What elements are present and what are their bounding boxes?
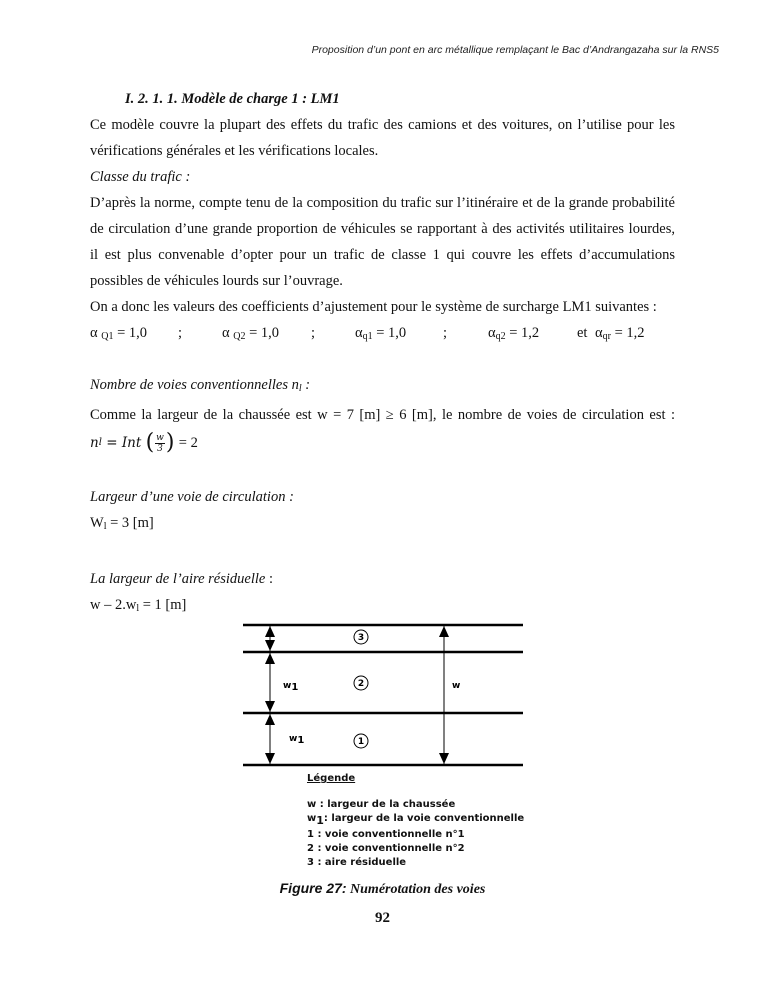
lanes-label: Nombre de voies conventionnelles $n_l$ : — [90, 377, 311, 394]
traffic-line-5: On a donc les valeurs des coefficients d’ajustement pour le système de surcharge LM1 suivantes : — [90, 299, 657, 315]
legend — [307, 772, 524, 870]
arrow-down-icon — [265, 701, 275, 712]
running-header: Proposition d’un pont en arc métallique remplaçant le Bac d’Andrangazaha sur la RNS5 — [311, 44, 719, 56]
coef-separator: ; — [311, 325, 316, 341]
lanes-formula: n l = Int ( $\frac{w}{3}$ ) = 2 — [90, 430, 198, 455]
w1-label-lower: w1 — [289, 734, 305, 746]
legend-item: 3 : aire résiduelle — [307, 857, 407, 868]
coef-separator: ; — [178, 325, 183, 341]
intro-line-1: Ce modèle couvre la plupart des effets du trafic des camions et des voitures, on l’utilise pour les — [90, 117, 675, 133]
coef-alpha-qr: $\alpha_{qr} = 1,2$ — [595, 325, 645, 342]
traffic-line-3: il est plus convenable d’opter pour un trafic de classe 1 qui couvre les effets d’accumulations — [90, 247, 675, 263]
circle-text-1: 1 — [357, 737, 365, 747]
coef-alpha-Q2: α $_{Q2}$ = 1,0 — [222, 325, 280, 342]
legend-item: w : largeur de la chaussée — [307, 799, 456, 810]
legend-item: w1: largeur de la voie conventionnelle — [307, 813, 525, 827]
page-number: 92 — [375, 910, 390, 926]
fraction: $\frac{w}{3}$ — [156, 432, 164, 454]
lane-width-value: $W_l = 3$ [m] — [90, 515, 154, 532]
traffic-line-2: de circulation d’une grande proportion de véhicules se rapportant à des activités utilitaires lourdes, — [90, 221, 675, 237]
figure-caption: Figure 27: Numérotation des voies — [279, 880, 486, 897]
traffic-line-4: possibles de véhicules lourds sur l’ouvrage. — [90, 273, 343, 289]
arrow-down-icon — [265, 640, 275, 651]
arrow-down-icon — [265, 753, 275, 764]
circle-text-3: 3 — [357, 633, 365, 643]
w-label: w — [452, 681, 461, 691]
residual-label: La largeur de l’aire résiduelle : — [90, 571, 273, 587]
coef-alpha-q1: $\alpha_{q1} = 1,0$ — [355, 325, 407, 342]
legend-item: 1 : voie conventionnelle n°1 — [307, 829, 465, 840]
coef-separator: ; — [443, 325, 448, 341]
coef-et: et — [577, 325, 588, 341]
page-body — [90, 86, 675, 622]
residual-value: $w - 2.w_l = 1$ [m] — [90, 597, 187, 614]
w1-label-upper: w1 — [283, 681, 299, 693]
arrow-up-icon — [265, 626, 275, 637]
intro-line-2: vérifications générales et les vérifications locales. — [90, 143, 379, 159]
coefficient-row — [90, 320, 675, 346]
coef-alpha-Q1: α $_{Q1}$ = 1,0 — [90, 325, 148, 342]
traffic-line-1: D’après la norme, compte tenu de la composition du trafic sur l’itinéraire et de la grande probabilité — [90, 195, 675, 211]
coef-alpha-q2: $\alpha_{q2} = 1,2$ — [488, 325, 540, 342]
lane-diagram — [240, 618, 530, 774]
section-heading: I. 2. 1. 1. Modèle de charge 1 : LM1 — [125, 91, 340, 107]
arrow-down-icon — [439, 753, 449, 764]
arrow-up-icon — [265, 653, 275, 664]
arrow-up-icon — [265, 714, 275, 725]
lane-width-label: Largeur d’une voie de circulation : — [90, 489, 294, 505]
lanes-text: Comme la largeur de la chaussée est w = 7 [m] ≥ 6 [m], le nombre de voies de circulation est : — [90, 407, 675, 423]
circle-text-2: 2 — [357, 679, 365, 689]
legend-title: Légende — [307, 773, 356, 784]
traffic-class-label: Classe du trafic : — [90, 169, 191, 185]
legend-item: 2 : voie conventionnelle n°2 — [307, 843, 465, 854]
arrow-up-icon — [439, 626, 449, 637]
